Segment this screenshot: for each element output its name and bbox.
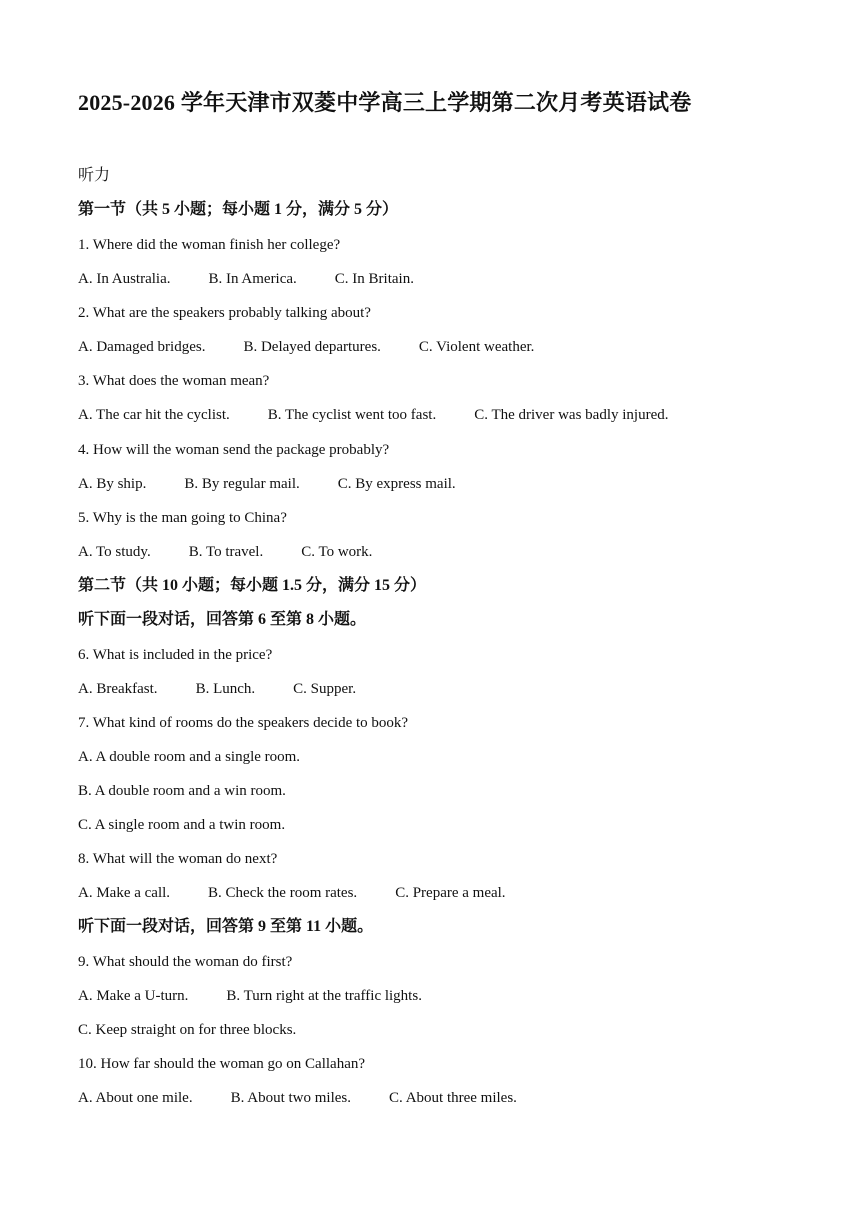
option-b: B. To travel. [188,544,264,560]
option-b: B. Delayed departures. [243,339,381,355]
part1-heading: 第一节（共 5 小题；每小题 1 分，满分 5 分） [78,201,399,218]
option-b: B. A double room and a win room. [78,783,286,799]
option-b: B. About two miles. [230,1090,352,1106]
option-b: B. Lunch. [195,681,256,697]
question-6: 6. What is included in the price? [78,647,273,663]
option-c: C. Keep straight on for three blocks. [78,1022,297,1038]
option-c: C. Supper. [293,681,357,697]
dialog-9-11-instruction: 听下面一段对话，回答第 9 至第 11 小题。 [78,918,374,935]
option-c: C. The driver was badly injured. [474,407,669,423]
option-a: A. In Australia. [78,271,171,287]
exam-title: 2025-2026 学年天津市双菱中学高三上学期第二次月考英语试卷 [78,90,692,115]
listening-section-label: 听力 [78,167,111,184]
option-b: B. By regular mail. [184,476,300,492]
option-a: A. About one mile. [78,1090,193,1106]
option-c: C. To work. [301,544,373,560]
option-a: A. By ship. [78,476,147,492]
option-c: C. By express mail. [337,476,456,492]
question-8-options [78,883,506,903]
question-10: 10. How far should the woman go on Callahan? [78,1056,366,1072]
option-a: A. The car hit the cyclist. [78,407,230,423]
question-4-options [78,474,456,494]
question-9: 9. What should the woman do first? [78,954,293,970]
question-1-options [78,269,414,289]
option-a: A. Breakfast. [78,681,158,697]
question-3-options [78,405,668,425]
option-c: C. Violent weather. [418,339,535,355]
option-a: A. To study. [78,544,151,560]
option-c: C. A single room and a twin room. [78,817,286,833]
question-2-options [78,337,534,357]
option-a: A. Make a U-turn. [78,988,189,1004]
option-a: A. Make a call. [78,885,171,901]
question-5-options [78,542,372,562]
question-6-options [78,679,356,699]
question-4: 4. How will the woman send the package probably? [78,442,390,458]
option-a: A. A double room and a single room. [78,749,301,765]
question-5: 5. Why is the man going to China? [78,510,287,526]
option-b: B. The cyclist went too fast. [267,407,437,423]
question-9-options [78,986,422,1006]
question-2: 2. What are the speakers probably talking about? [78,305,371,321]
dialog-6-8-instruction: 听下面一段对话，回答第 6 至第 8 小题。 [78,611,367,628]
part2-heading: 第二节（共 10 小题；每小题 1.5 分，满分 15 分） [78,577,427,594]
option-a: A. Damaged bridges. [78,339,206,355]
question-10-options [78,1088,517,1108]
option-b: B. Turn right at the traffic lights. [226,988,422,1004]
question-1: 1. Where did the woman finish her college? [78,237,341,253]
option-c: C. Prepare a meal. [395,885,506,901]
option-b: B. Check the room rates. [208,885,358,901]
option-c: C. About three miles. [389,1090,517,1106]
option-c: C. In Britain. [334,271,414,287]
question-8: 8. What will the woman do next? [78,851,278,867]
option-b: B. In America. [208,271,297,287]
question-3: 3. What does the woman mean? [78,373,270,389]
question-7: 7. What kind of rooms do the speakers decide to book? [78,715,409,731]
